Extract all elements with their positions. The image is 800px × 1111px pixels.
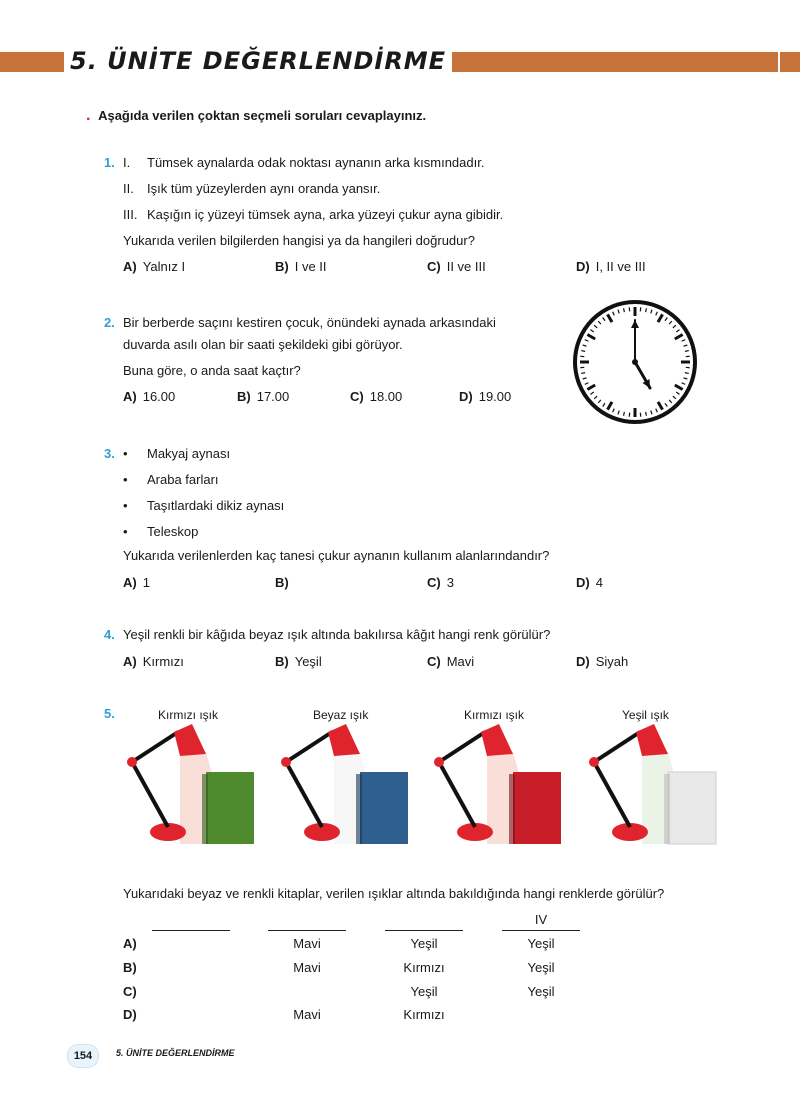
q1-option-b[interactable] [275, 259, 327, 275]
q3-item-text: Makyaj aynası [147, 446, 231, 461]
clock-minute-tick [685, 373, 689, 374]
row-cell: Yeşil [527, 984, 555, 999]
q3-item [123, 446, 230, 462]
option-letter: D) [576, 575, 590, 590]
q3-item [123, 524, 198, 540]
q5-option-row-b[interactable] [123, 960, 603, 978]
option-letter: B) [237, 389, 251, 404]
row-letter: C) [123, 984, 137, 999]
q4-option-b[interactable] [275, 654, 322, 670]
clock-minute-tick [581, 373, 585, 374]
row-cell: Mavi [293, 1007, 321, 1022]
book [360, 772, 408, 844]
intro-text: Aşağıda verilen çoktan seçmeli soruları cevaplayınız. [98, 108, 427, 123]
q1-item-2 [123, 181, 380, 197]
lamp-arm [286, 762, 322, 827]
row-letter: B) [123, 960, 137, 975]
clock-minute-tick [581, 351, 585, 352]
q5-option-row-a[interactable] [123, 936, 603, 954]
lamp-label: Kırmızı ışık [158, 708, 218, 722]
page-number: 154 [67, 1044, 99, 1068]
clock-minute-tick [646, 412, 647, 416]
q2-line-2: duvarda asılı olan bir saati şekildeki gibi görüyor. [123, 337, 403, 352]
q1-item-3 [123, 207, 503, 223]
option-text: Mavi [446, 654, 475, 669]
q2-number: 2. [104, 315, 115, 330]
book-spine [509, 774, 515, 844]
clock-minute-tick [624, 412, 625, 416]
row-cell: Mavi [293, 936, 321, 951]
book [513, 772, 561, 844]
option-letter: A) [123, 575, 137, 590]
column-header-line [502, 930, 580, 931]
option-letter: B) [275, 259, 289, 274]
option-text: Yalnız I [142, 259, 186, 274]
option-text: I ve II [294, 259, 327, 274]
book [668, 772, 716, 844]
q3-item [123, 472, 219, 488]
option-text: II ve III [446, 259, 486, 274]
option-letter: D) [576, 259, 590, 274]
intro [86, 108, 426, 124]
lamp-shade [328, 724, 360, 756]
bullet: • [123, 446, 128, 461]
header-bar-left [0, 52, 70, 72]
bullet: • [123, 524, 128, 539]
q1-item-roman: II. [123, 181, 134, 196]
bullet: • [123, 498, 128, 513]
q1-item-text: Işık tüm yüzeylerden aynı oranda yansır. [147, 181, 381, 196]
q4-number: 4. [104, 627, 115, 642]
option-letter: D) [576, 654, 590, 669]
lamp-arm [594, 732, 640, 762]
option-letter: B) [275, 654, 289, 669]
q3-item-text: Teleskop [147, 524, 199, 539]
q1-option-d[interactable] [576, 259, 646, 275]
option-text: 4 [595, 575, 603, 590]
option-text: 3 [446, 575, 454, 590]
book [206, 772, 254, 844]
q4-option-d[interactable] [576, 654, 628, 670]
option-text: 18.00 [369, 389, 403, 404]
column-header-line [152, 930, 230, 931]
mirrored-clock [570, 297, 700, 427]
clock-minute-tick [685, 351, 689, 352]
q1-item-text: Kaşığın iç yüzeyi tümsek ayna, arka yüzeyi çukur ayna gibidir. [147, 207, 504, 222]
option-text: 19.00 [478, 389, 512, 404]
q2-option-b[interactable] [237, 389, 289, 405]
q2-option-a[interactable] [123, 389, 175, 405]
q4-option-a[interactable] [123, 654, 184, 670]
header-bar-divider [778, 52, 780, 72]
option-letter: C) [427, 575, 441, 590]
row-letter: A) [123, 936, 137, 951]
q3-item [123, 498, 284, 514]
q1-option-a[interactable] [123, 259, 185, 275]
row-letter: D) [123, 1007, 137, 1022]
option-letter: A) [123, 654, 137, 669]
option-text: Yeşil [294, 654, 322, 669]
clock-minute-tick [624, 308, 625, 312]
q3-option-c[interactable] [427, 575, 454, 591]
q3-number: 3. [104, 446, 115, 461]
lamp-scene-2 [272, 722, 417, 850]
lamp-arm [439, 732, 485, 762]
q5-question: Yukarıdaki beyaz ve renkli kitaplar, verilen ışıklar altında bakıldığında hangi renklerde görülür? [123, 886, 665, 901]
row-cell: Yeşil [527, 960, 555, 975]
option-letter: B) [275, 575, 289, 590]
lamp-label: Yeşil ışık [622, 708, 669, 722]
q2-option-c[interactable] [350, 389, 402, 405]
footer-unit-title: 5. ÜNİTE DEĞERLENDİRME [116, 1048, 235, 1058]
lamp-shade [636, 724, 668, 756]
option-letter: A) [123, 389, 137, 404]
lamp-joint [281, 757, 291, 767]
column-header-line [268, 930, 346, 931]
option-letter: D) [459, 389, 473, 404]
q1-question: Yukarıda verilen bilgilerden hangisi ya da hangileri doğrudur? [123, 233, 475, 248]
q5-number: 5. [104, 706, 115, 721]
book-spine [356, 774, 362, 844]
q3-item-text: Taşıtlardaki dikiz aynası [147, 498, 285, 513]
q2-question: Buna göre, o anda saat kaçtır? [123, 363, 301, 378]
option-letter: A) [123, 259, 137, 274]
lamp-label: Kırmızı ışık [464, 708, 524, 722]
q1-item-text: Tümsek aynalarda odak noktası aynanın arka kısmındadır. [147, 155, 485, 170]
option-letter: C) [427, 259, 441, 274]
q1-item-roman: I. [123, 155, 131, 170]
q5-option-row-c[interactable] [123, 984, 603, 1002]
unit-title: 5. ÜNİTE DEĞERLENDİRME [64, 47, 452, 75]
clock-minute-tick [646, 308, 647, 312]
lamp-joint [127, 757, 137, 767]
lamp-joint [434, 757, 444, 767]
option-text: Siyah [595, 654, 629, 669]
option-letter: C) [427, 654, 441, 669]
q3-item-text: Araba farları [147, 472, 219, 487]
lamp-joint [589, 757, 599, 767]
q5-option-row-d[interactable] [123, 1007, 603, 1025]
q1-option-c[interactable] [427, 259, 486, 275]
q3-option-a[interactable] [123, 575, 150, 591]
lamp-scene-4 [580, 722, 725, 850]
lamp-arm [594, 762, 630, 827]
column-header-line [385, 930, 463, 931]
intro-bullet: . [86, 107, 91, 124]
row-cell: Yeşil [527, 936, 555, 951]
q4-option-c[interactable] [427, 654, 474, 670]
row-cell: Yeşil [410, 936, 438, 951]
lamp-arm [439, 762, 475, 827]
lamp-label: Beyaz ışık [313, 708, 369, 722]
bullet: • [123, 472, 128, 487]
lamp-scene-3 [425, 722, 570, 850]
row-cell: Kırmızı [403, 960, 445, 975]
lamp-arm [132, 762, 168, 827]
lamp-arm [286, 732, 332, 762]
row-cell: Mavi [293, 960, 321, 975]
q3-option-d[interactable] [576, 575, 603, 591]
column-header: IV [534, 912, 548, 927]
lamp-arm [132, 732, 178, 762]
option-letter: C) [350, 389, 364, 404]
option-text: 17.00 [256, 389, 290, 404]
option-text: I, II ve III [595, 259, 646, 274]
q1-number: 1. [104, 155, 115, 170]
row-cell: Yeşil [410, 984, 438, 999]
q4-question: Yeşil renkli bir kâğıda beyaz ışık altında bakılırsa kâğıt hangi renk görülür? [123, 627, 551, 642]
option-text: 1 [142, 575, 150, 590]
q3-question: Yukarıda verilenlerden kaç tanesi çukur aynanın kullanım alanlarındandır? [123, 548, 550, 563]
q3-option-b[interactable] [275, 575, 295, 591]
book-spine [664, 774, 670, 844]
q1-item-1 [123, 155, 484, 171]
book-spine [202, 774, 208, 844]
q2-option-d[interactable] [459, 389, 511, 405]
row-cell: Kırmızı [403, 1007, 445, 1022]
option-text: 16.00 [142, 389, 176, 404]
lamp-scene-1 [118, 722, 263, 850]
option-text: Kırmızı [142, 654, 184, 669]
q2-line-1: Bir berberde saçını kestiren çocuk, önündeki aynada arkasındaki [123, 315, 496, 330]
q1-item-roman: III. [123, 207, 138, 222]
lamp-shade [174, 724, 206, 756]
lamp-shade [481, 724, 513, 756]
